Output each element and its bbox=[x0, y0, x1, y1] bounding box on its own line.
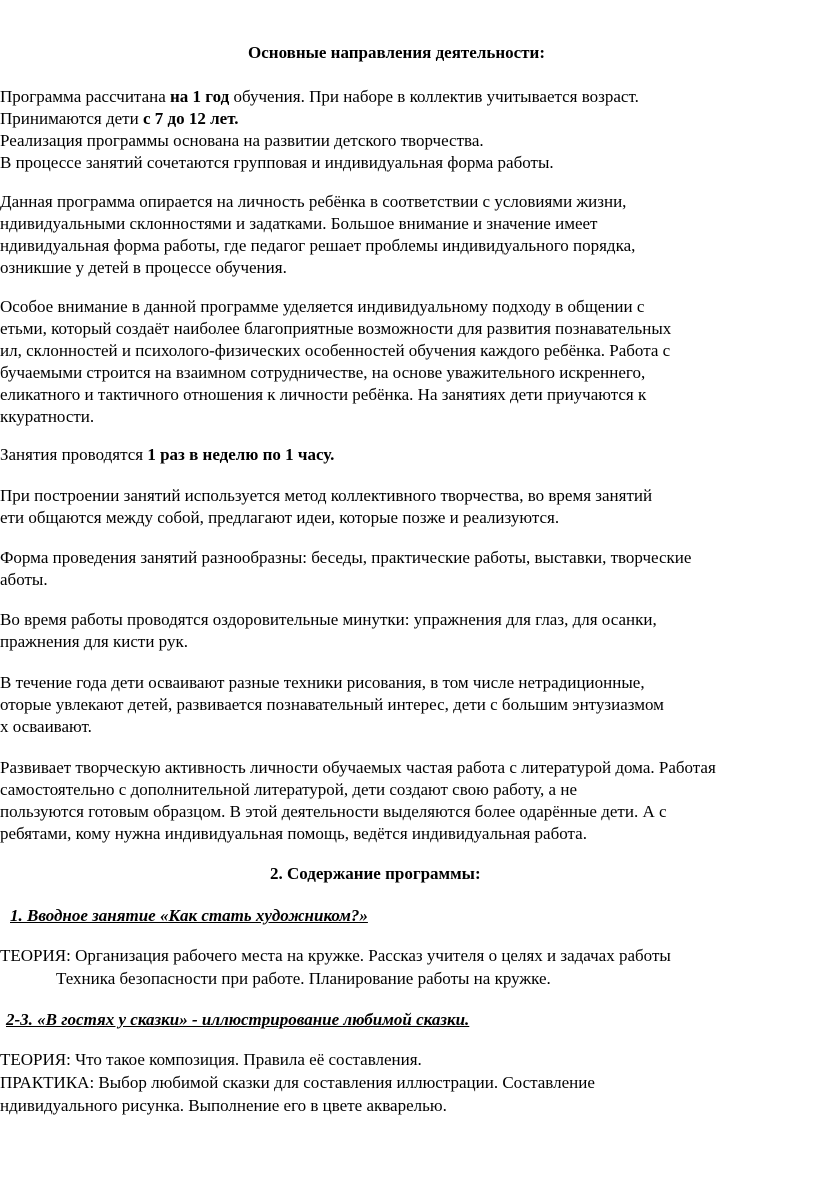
schedule-line: Занятия проводятся 1 раз в неделю по 1 часу. bbox=[0, 445, 335, 464]
intro-line-4: В процессе занятий сочетаются групповая и индивидуальная форма работы. bbox=[0, 153, 554, 172]
paragraph-line: Развивает творческую активность личности обучаемых частая работа с литературой дома. Работая bbox=[0, 758, 716, 777]
lesson-2-3-practice: ПРАКТИКА: Выбор любимой сказки для составления иллюстрации. Составление bbox=[0, 1073, 595, 1092]
paragraph-line: ил, склонностей и психолого-физических особенностей обучения каждого ребёнка. Работа с bbox=[0, 341, 671, 360]
paragraph-line: ккуратности. bbox=[0, 407, 95, 426]
intro-line-2: Принимаются дети с 7 до 12 лет. bbox=[0, 109, 239, 128]
lesson-1-theory-cont: Техника безопасности при работе. Планирование работы на кружке. bbox=[56, 969, 551, 988]
lesson-2-3-practice-cont: ндивидуального рисунка. Выполнение его в цвете акварелью. bbox=[0, 1096, 447, 1115]
page-title: Основные направления деятельности: bbox=[248, 43, 545, 62]
lesson-2-3-theory: ТЕОРИЯ: Что такое композиция. Правила её составления. bbox=[0, 1050, 422, 1069]
paragraph-line: Особое внимание в данной программе уделяется индивидуальному подходу в общении с bbox=[0, 297, 645, 316]
paragraph-line: х осваивают. bbox=[0, 717, 92, 736]
paragraph-line: самостоятельно с дополнительной литературой, дети создают свою работу, а не bbox=[0, 780, 577, 799]
lesson-1-heading: 1. Вводное занятие «Как стать художником?» bbox=[10, 906, 368, 925]
paragraph-line: В течение года дети осваивают разные техники рисования, в том числе нетрадиционные, bbox=[0, 673, 645, 692]
paragraph-line: пражнения для кисти рук. bbox=[0, 632, 188, 651]
paragraph-line: озникшие у детей в процессе обучения. bbox=[0, 258, 287, 277]
paragraph-line: ети общаются между собой, предлагают идеи, которые позже и реализуются. bbox=[0, 508, 560, 527]
paragraph-line: ндивидуальная форма работы, где педагог решает проблемы индивидуального порядка, bbox=[0, 236, 636, 255]
lesson-2-3-heading: 2-3. «В гостях у сказки» - иллюстрирование любимой сказки. bbox=[6, 1010, 470, 1029]
paragraph-line: При построении занятий используется метод коллективного творчества, во время занятий bbox=[0, 486, 653, 505]
paragraph-line: Данная программа опирается на личность ребёнка в соответствии с условиями жизни, bbox=[0, 192, 627, 211]
paragraph-line: Во время работы проводятся оздоровительные минутки: упражнения для глаз, для осанки, bbox=[0, 610, 657, 629]
intro-line-1: Программа рассчитана на 1 год обучения. При наборе в коллектив учитывается возраст. bbox=[0, 87, 639, 106]
paragraph-line: ндивидуальными склонностями и задатками. Большое внимание и значение имеет bbox=[0, 214, 598, 233]
paragraph-line: аботы. bbox=[0, 570, 48, 589]
paragraph-line: Форма проведения занятий разнообразны: беседы, практические работы, выставки, творческие bbox=[0, 548, 692, 567]
section-heading: 2. Содержание программы: bbox=[270, 864, 481, 883]
paragraph-line: оторые увлекают детей, развивается познавательный интерес, дети с большим энтузиазмом bbox=[0, 695, 664, 714]
paragraph-line: бучаемыми строится на взаимном сотрудничестве, на основе уважительного искреннего, bbox=[0, 363, 646, 382]
intro-line-3: Реализация программы основана на развитии детского творчества. bbox=[0, 131, 484, 150]
paragraph-line: пользуются готовым образцом. В этой деятельности выделяются более одарённые дети. А с bbox=[0, 802, 667, 821]
lesson-1-theory: ТЕОРИЯ: Организация рабочего места на кружке. Рассказ учителя о целях и задачах работы bbox=[0, 946, 671, 965]
paragraph-line: ребятами, кому нужна индивидуальная помощь, ведётся индивидуальная работа. bbox=[0, 824, 587, 843]
paragraph-line: еликатного и тактичного отношения к личности ребёнка. На занятиях дети приучаются к bbox=[0, 385, 647, 404]
paragraph-line: етьми, который создаёт наиболее благоприятные возможности для развития познавательных bbox=[0, 319, 672, 338]
